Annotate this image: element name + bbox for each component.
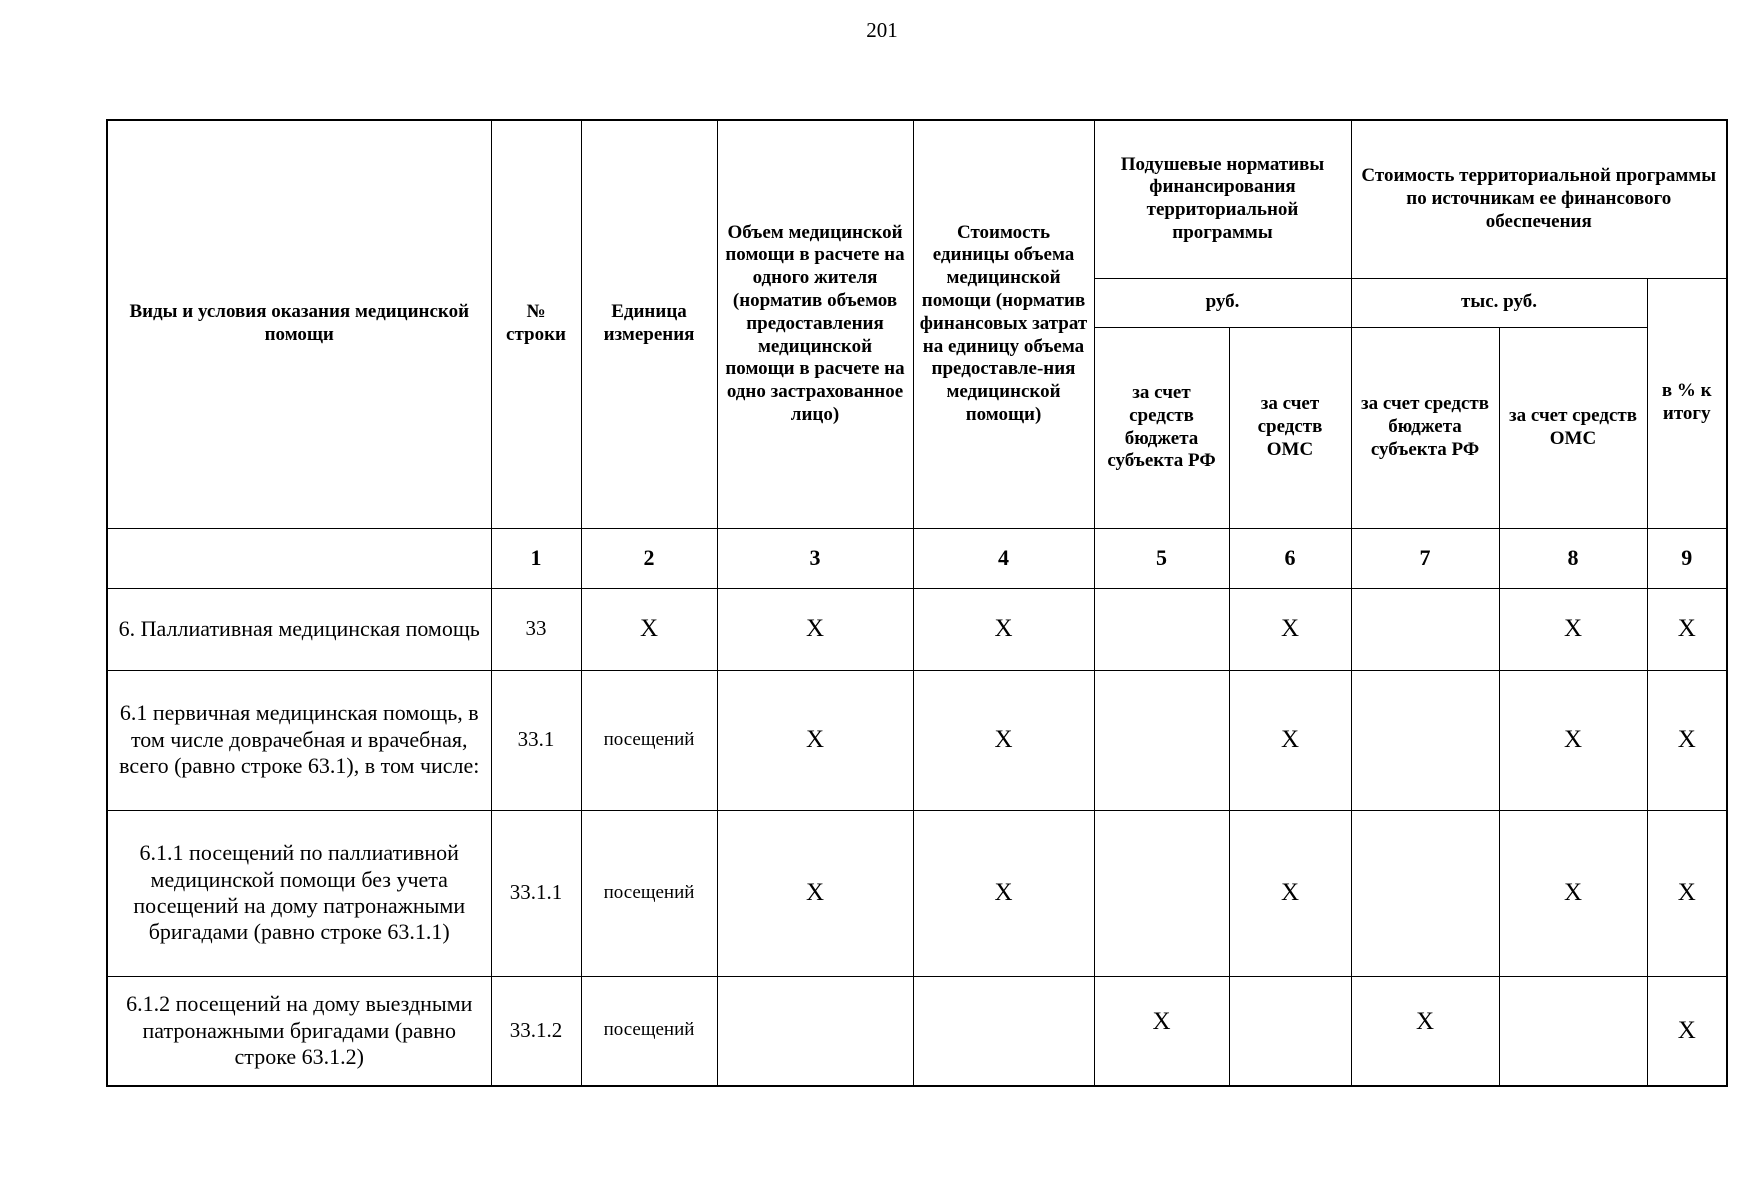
cell-c4: X	[913, 588, 1094, 670]
cell-c3: X	[717, 810, 913, 976]
index-cell: 4	[913, 528, 1094, 588]
header-percent: в % к итогу	[1647, 278, 1727, 528]
row-number: 33	[491, 588, 581, 670]
table-row	[107, 670, 1727, 810]
header-group-cost-total: Стоимость территориальной программы по источникам ее финансового обеспечения	[1351, 120, 1727, 278]
cell-c7: X	[1351, 976, 1499, 1086]
cell-c5	[1094, 588, 1229, 670]
cell-c4	[913, 976, 1094, 1086]
header-unit: Единица измерения	[581, 120, 717, 528]
row-unit: посещений	[581, 976, 717, 1086]
row-name: 6.1 первичная медицинская помощь, в том числе доврачебная и врачебная, всего (равно строке 63.1), в том числе:	[107, 670, 491, 810]
header-cost: Стоимость единицы объема медицинской помощи (норматив финансовых затрат на единицу объема предоставле-ния медицинской помощи)	[913, 120, 1094, 528]
cell-c8: X	[1499, 670, 1647, 810]
cell-c3: X	[717, 670, 913, 810]
cell-c6: X	[1229, 670, 1351, 810]
header-sub-thousand-rub: тыс. руб.	[1351, 278, 1647, 327]
row-unit: посещений	[581, 670, 717, 810]
index-cell: 2	[581, 528, 717, 588]
cell-c6	[1229, 976, 1351, 1086]
cell-c6: X	[1229, 810, 1351, 976]
cell-c5	[1094, 670, 1229, 810]
header-budget-rub: за счет средств бюджета субъекта РФ	[1094, 327, 1229, 528]
header-kind: Виды и условия оказания медицинской помощи	[107, 120, 491, 528]
cell-c7	[1351, 588, 1499, 670]
medical-care-table	[106, 119, 1728, 1087]
cell-c8: X	[1499, 588, 1647, 670]
medical-care-table-container	[106, 119, 1728, 1087]
index-cell: 7	[1351, 528, 1499, 588]
cell-c5: X	[1094, 976, 1229, 1086]
header-group-per-capita: Подушевые нормативы финансирования территориальной программы	[1094, 120, 1351, 278]
cell-c4: X	[913, 810, 1094, 976]
cell-c9: X	[1647, 810, 1727, 976]
header-oms-thousand: за счет средств ОМС	[1499, 327, 1647, 528]
index-cell: 8	[1499, 528, 1647, 588]
header-sub-rub: руб.	[1094, 278, 1351, 327]
cell-c8	[1499, 976, 1647, 1086]
index-cell: 9	[1647, 528, 1727, 588]
row-name: 6.1.2 посещений на дому выездными патронажными бригадами (равно строке 63.1.2)	[107, 976, 491, 1086]
cell-c4: X	[913, 670, 1094, 810]
cell-c6: X	[1229, 588, 1351, 670]
header-row-no: № строки	[491, 120, 581, 528]
header-budget-thousand: за счет средств бюджета субъекта РФ	[1351, 327, 1499, 528]
page-number: 201	[866, 18, 898, 42]
table-row	[107, 810, 1727, 976]
cell-c9: X	[1647, 588, 1727, 670]
row-name: 6.1.1 посещений по паллиативной медицинской помощи без учета посещений на дому патронажными бригадами (равно строке 63.1.1)	[107, 810, 491, 976]
row-unit: X	[581, 588, 717, 670]
row-name: 6. Паллиативная медицинская помощь	[107, 588, 491, 670]
cell-c9: X	[1647, 976, 1727, 1086]
index-cell	[107, 528, 491, 588]
table-row	[107, 976, 1727, 1086]
index-cell: 5	[1094, 528, 1229, 588]
row-number: 33.1.1	[491, 810, 581, 976]
row-number: 33.1	[491, 670, 581, 810]
cell-c3: X	[717, 588, 913, 670]
header-volume: Объем медицинской помощи в расчете на одного жителя (норматив объемов предоставления медицинской помощи в расчете на одно застрахованное лицо)	[717, 120, 913, 528]
cell-c7	[1351, 810, 1499, 976]
cell-c8: X	[1499, 810, 1647, 976]
index-cell: 1	[491, 528, 581, 588]
index-row	[107, 528, 1727, 588]
cell-c7	[1351, 670, 1499, 810]
cell-c9: X	[1647, 670, 1727, 810]
row-unit: посещений	[581, 810, 717, 976]
row-number: 33.1.2	[491, 976, 581, 1086]
header-oms-rub: за счет средств ОМС	[1229, 327, 1351, 528]
table-row	[107, 588, 1727, 670]
cell-c3	[717, 976, 913, 1086]
cell-c5	[1094, 810, 1229, 976]
index-cell: 6	[1229, 528, 1351, 588]
index-cell: 3	[717, 528, 913, 588]
